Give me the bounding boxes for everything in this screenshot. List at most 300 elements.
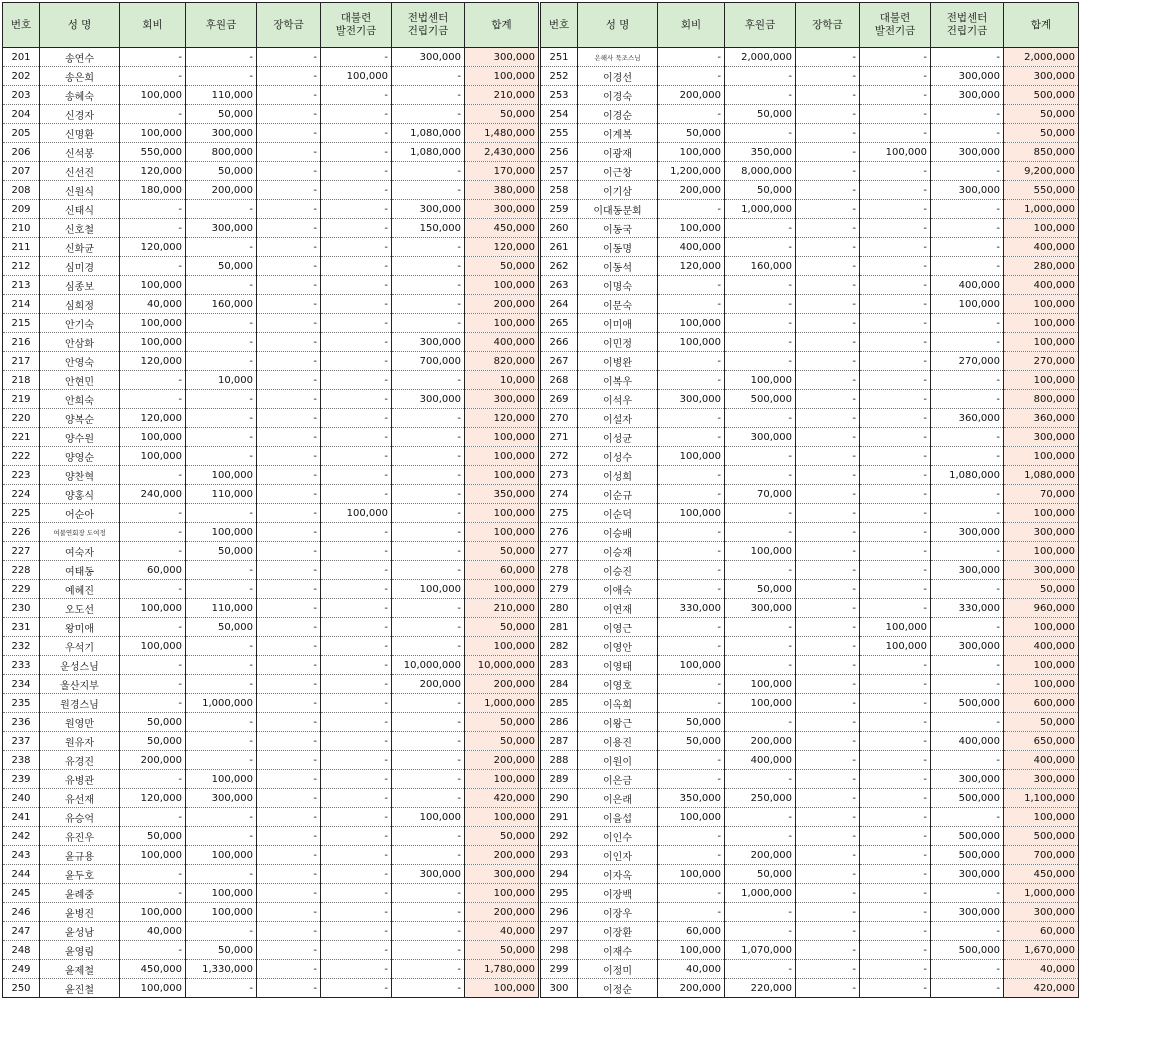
number-cell: 299: [540, 960, 578, 979]
center-building-fund-cell: -: [931, 808, 1004, 827]
development-fund-cell: -: [860, 846, 931, 865]
sponsorship-cell: -: [186, 200, 257, 219]
name-cell: 이미애: [578, 314, 658, 333]
header-sponsorship: 후원금: [725, 3, 796, 48]
name-cell: 여태동: [40, 561, 120, 580]
sponsorship-cell: -: [725, 314, 796, 333]
membership-fee-cell: 100,000: [120, 637, 186, 656]
total-cell: 500,000: [1004, 86, 1079, 105]
table-row: [3, 143, 1079, 162]
development-fund-cell: -: [321, 409, 392, 428]
center-building-fund-cell: -: [931, 238, 1004, 257]
total-cell: 1,780,000: [465, 960, 540, 979]
table-row: [3, 561, 1079, 580]
development-fund-cell: -: [321, 637, 392, 656]
total-cell: 650,000: [1004, 732, 1079, 751]
scholarship-cell: -: [796, 732, 860, 751]
sponsorship-cell: 100,000: [186, 903, 257, 922]
sponsorship-cell: -: [725, 219, 796, 238]
sponsorship-cell: -: [725, 295, 796, 314]
scholarship-cell: -: [257, 371, 321, 390]
membership-fee-cell: 40,000: [120, 922, 186, 941]
name-cell: 심미경: [40, 257, 120, 276]
center-building-fund-cell: -: [931, 371, 1004, 390]
sponsorship-cell: -: [186, 675, 257, 694]
table-row: [3, 295, 1079, 314]
membership-fee-cell: -: [658, 466, 725, 485]
total-cell: 380,000: [465, 181, 540, 200]
name-cell: 이승배: [578, 523, 658, 542]
development-fund-cell: -: [860, 371, 931, 390]
membership-fee-cell: 100,000: [658, 865, 725, 884]
membership-fee-cell: 100,000: [658, 656, 725, 675]
total-cell: 100,000: [465, 504, 540, 523]
table-row: [3, 219, 1079, 238]
development-fund-cell: -: [860, 409, 931, 428]
scholarship-cell: -: [257, 409, 321, 428]
center-building-fund-cell: -: [931, 504, 1004, 523]
center-building-fund-cell: 1,080,000: [392, 143, 465, 162]
sponsorship-cell: 1,000,000: [725, 200, 796, 219]
center-building-fund-cell: -: [392, 409, 465, 428]
header-development-fund: 대불련 발전기금: [860, 3, 931, 48]
number-cell: 268: [540, 371, 578, 390]
center-building-fund-cell: -: [931, 580, 1004, 599]
sponsorship-cell: 110,000: [186, 485, 257, 504]
total-cell: 1,080,000: [1004, 466, 1079, 485]
sponsorship-cell: 100,000: [186, 523, 257, 542]
name-cell: 신명환: [40, 124, 120, 143]
number-cell: 239: [3, 770, 40, 789]
membership-fee-cell: -: [120, 523, 186, 542]
number-cell: 234: [3, 675, 40, 694]
number-cell: 223: [3, 466, 40, 485]
sponsorship-cell: -: [186, 656, 257, 675]
development-fund-cell: -: [860, 219, 931, 238]
name-cell: 운성스님: [40, 656, 120, 675]
header-number: 번호: [3, 3, 40, 48]
number-cell: 269: [540, 390, 578, 409]
sponsorship-cell: 300,000: [186, 219, 257, 238]
scholarship-cell: -: [796, 390, 860, 409]
development-fund-cell: -: [321, 979, 392, 998]
name-cell: 원영만: [40, 713, 120, 732]
name-cell: 이자옥: [578, 865, 658, 884]
development-fund-cell: 100,000: [321, 504, 392, 523]
header-membership-fee: 회비: [658, 3, 725, 48]
sponsorship-cell: -: [725, 447, 796, 466]
development-fund-cell: -: [860, 390, 931, 409]
number-cell: 263: [540, 276, 578, 295]
development-fund-cell: -: [860, 295, 931, 314]
development-fund-cell: -: [321, 827, 392, 846]
sponsorship-cell: -: [186, 504, 257, 523]
number-cell: 253: [540, 86, 578, 105]
total-cell: 1,670,000: [1004, 941, 1079, 960]
membership-fee-cell: 1,200,000: [658, 162, 725, 181]
center-building-fund-cell: -: [931, 675, 1004, 694]
name-cell: 이장환: [578, 922, 658, 941]
number-cell: 203: [3, 86, 40, 105]
name-cell: 윤진철: [40, 979, 120, 998]
total-cell: 420,000: [1004, 979, 1079, 998]
total-cell: 120,000: [465, 238, 540, 257]
membership-fee-cell: 100,000: [120, 846, 186, 865]
scholarship-cell: -: [796, 580, 860, 599]
number-cell: 270: [540, 409, 578, 428]
name-cell: 이인수: [578, 827, 658, 846]
membership-fee-cell: 120,000: [120, 352, 186, 371]
number-cell: 215: [3, 314, 40, 333]
development-fund-cell: 100,000: [860, 637, 931, 656]
membership-fee-cell: 50,000: [120, 713, 186, 732]
development-fund-cell: -: [860, 485, 931, 504]
scholarship-cell: -: [796, 561, 860, 580]
name-cell: 신선진: [40, 162, 120, 181]
scholarship-cell: -: [796, 713, 860, 732]
scholarship-cell: -: [796, 770, 860, 789]
membership-fee-cell: 200,000: [658, 181, 725, 200]
development-fund-cell: -: [860, 447, 931, 466]
name-cell: 이순규: [578, 485, 658, 504]
name-cell: 양찬혁: [40, 466, 120, 485]
number-cell: 212: [3, 257, 40, 276]
membership-fee-cell: -: [658, 884, 725, 903]
development-fund-cell: -: [860, 542, 931, 561]
header-scholarship: 장학금: [796, 3, 860, 48]
total-cell: 100,000: [1004, 808, 1079, 827]
development-fund-cell: -: [860, 561, 931, 580]
development-fund-cell: -: [321, 200, 392, 219]
table-row: [3, 314, 1079, 333]
membership-fee-cell: 120,000: [120, 409, 186, 428]
center-building-fund-cell: -: [392, 789, 465, 808]
name-cell: 유병관: [40, 770, 120, 789]
center-building-fund-cell: -: [392, 884, 465, 903]
sponsorship-cell: 50,000: [186, 941, 257, 960]
sponsorship-cell: 220,000: [725, 979, 796, 998]
name-cell: 어순아: [40, 504, 120, 523]
membership-fee-cell: 100,000: [658, 143, 725, 162]
sponsorship-cell: -: [725, 466, 796, 485]
total-cell: 100,000: [1004, 295, 1079, 314]
table-row: [3, 409, 1079, 428]
total-cell: 70,000: [1004, 485, 1079, 504]
number-cell: 238: [3, 751, 40, 770]
scholarship-cell: -: [257, 428, 321, 447]
name-cell: 이승재: [578, 542, 658, 561]
name-cell: 이장백: [578, 884, 658, 903]
number-cell: 259: [540, 200, 578, 219]
sponsorship-cell: -: [186, 428, 257, 447]
membership-fee-cell: 40,000: [658, 960, 725, 979]
sponsorship-cell: 2,000,000: [725, 48, 796, 67]
total-cell: 400,000: [1004, 238, 1079, 257]
scholarship-cell: -: [796, 143, 860, 162]
total-cell: 450,000: [1004, 865, 1079, 884]
membership-fee-cell: 100,000: [120, 599, 186, 618]
center-building-fund-cell: 1,080,000: [931, 466, 1004, 485]
development-fund-cell: -: [860, 333, 931, 352]
table-row: [3, 105, 1079, 124]
center-building-fund-cell: -: [392, 941, 465, 960]
sponsorship-cell: -: [186, 808, 257, 827]
scholarship-cell: -: [796, 371, 860, 390]
number-cell: 228: [3, 561, 40, 580]
membership-fee-cell: -: [120, 67, 186, 86]
name-cell: 이왕근: [578, 713, 658, 732]
number-cell: 290: [540, 789, 578, 808]
sponsorship-cell: 160,000: [725, 257, 796, 276]
name-cell: 이성균: [578, 428, 658, 447]
sponsorship-cell: -: [725, 409, 796, 428]
total-cell: 60,000: [465, 561, 540, 580]
total-cell: 300,000: [1004, 523, 1079, 542]
name-cell: 이애숙: [578, 580, 658, 599]
name-cell: 원경스님: [40, 694, 120, 713]
center-building-fund-cell: -: [931, 713, 1004, 732]
scholarship-cell: -: [796, 523, 860, 542]
sponsorship-cell: -: [725, 770, 796, 789]
total-cell: 50,000: [465, 257, 540, 276]
number-cell: 283: [540, 656, 578, 675]
name-cell: 양홍식: [40, 485, 120, 504]
table-row: [3, 732, 1079, 751]
development-fund-cell: -: [321, 694, 392, 713]
name-cell: 이영근: [578, 618, 658, 637]
scholarship-cell: -: [257, 466, 321, 485]
center-building-fund-cell: 500,000: [931, 846, 1004, 865]
total-cell: 210,000: [465, 599, 540, 618]
sponsorship-cell: 300,000: [186, 124, 257, 143]
center-building-fund-cell: -: [392, 105, 465, 124]
sponsorship-cell: 50,000: [186, 542, 257, 561]
development-fund-cell: -: [860, 732, 931, 751]
total-cell: 100,000: [465, 580, 540, 599]
development-fund-cell: -: [321, 485, 392, 504]
total-cell: 100,000: [1004, 371, 1079, 390]
total-cell: 550,000: [1004, 181, 1079, 200]
scholarship-cell: -: [257, 770, 321, 789]
scholarship-cell: -: [257, 846, 321, 865]
number-cell: 266: [540, 333, 578, 352]
sponsorship-cell: -: [725, 523, 796, 542]
name-cell: 신화균: [40, 238, 120, 257]
development-fund-cell: -: [321, 903, 392, 922]
development-fund-cell: -: [321, 789, 392, 808]
membership-fee-cell: 100,000: [120, 447, 186, 466]
number-cell: 296: [540, 903, 578, 922]
total-cell: 500,000: [1004, 827, 1079, 846]
membership-fee-cell: 100,000: [120, 979, 186, 998]
total-cell: 100,000: [1004, 618, 1079, 637]
center-building-fund-cell: -: [392, 67, 465, 86]
membership-fee-cell: 100,000: [120, 86, 186, 105]
membership-fee-cell: -: [658, 295, 725, 314]
name-cell: 이원이: [578, 751, 658, 770]
membership-fee-cell: -: [658, 276, 725, 295]
center-building-fund-cell: 400,000: [931, 732, 1004, 751]
scholarship-cell: -: [796, 637, 860, 656]
membership-fee-cell: 120,000: [120, 789, 186, 808]
scholarship-cell: -: [257, 865, 321, 884]
center-building-fund-cell: -: [392, 561, 465, 580]
center-building-fund-cell: 270,000: [931, 352, 1004, 371]
center-building-fund-cell: -: [931, 257, 1004, 276]
table-row: [3, 257, 1079, 276]
total-cell: 700,000: [1004, 846, 1079, 865]
scholarship-cell: -: [257, 352, 321, 371]
number-cell: 251: [540, 48, 578, 67]
table-row: [3, 846, 1079, 865]
scholarship-cell: -: [796, 504, 860, 523]
name-cell: 이영안: [578, 637, 658, 656]
name-cell: 이장우: [578, 903, 658, 922]
total-cell: 2,430,000: [465, 143, 540, 162]
number-cell: 254: [540, 105, 578, 124]
membership-fee-cell: -: [658, 523, 725, 542]
table-row: [3, 200, 1079, 219]
center-building-fund-cell: -: [392, 713, 465, 732]
total-cell: 10,000,000: [465, 656, 540, 675]
center-building-fund-cell: -: [931, 447, 1004, 466]
membership-fee-cell: -: [658, 827, 725, 846]
scholarship-cell: -: [796, 599, 860, 618]
name-cell: 이을섭: [578, 808, 658, 827]
table-header: [3, 3, 1079, 48]
sponsorship-cell: -: [725, 922, 796, 941]
name-cell: 이병완: [578, 352, 658, 371]
membership-fee-cell: -: [120, 466, 186, 485]
scholarship-cell: -: [796, 542, 860, 561]
scholarship-cell: -: [796, 789, 860, 808]
number-cell: 279: [540, 580, 578, 599]
membership-fee-cell: -: [658, 637, 725, 656]
name-cell: 이복우: [578, 371, 658, 390]
center-building-fund-cell: -: [931, 656, 1004, 675]
name-cell: 송연수: [40, 48, 120, 67]
development-fund-cell: -: [321, 333, 392, 352]
number-cell: 295: [540, 884, 578, 903]
development-fund-cell: -: [321, 808, 392, 827]
development-fund-cell: -: [860, 751, 931, 770]
development-fund-cell: -: [860, 580, 931, 599]
number-cell: 240: [3, 789, 40, 808]
scholarship-cell: -: [796, 48, 860, 67]
header-sponsorship: 후원금: [186, 3, 257, 48]
name-cell: 송혜숙: [40, 86, 120, 105]
membership-fee-cell: 50,000: [658, 713, 725, 732]
number-cell: 226: [3, 523, 40, 542]
total-cell: 50,000: [1004, 580, 1079, 599]
sponsorship-cell: 50,000: [725, 865, 796, 884]
name-cell: 이연재: [578, 599, 658, 618]
total-cell: 300,000: [1004, 67, 1079, 86]
name-cell: 이은래: [578, 789, 658, 808]
center-building-fund-cell: -: [931, 542, 1004, 561]
membership-fee-cell: -: [120, 770, 186, 789]
development-fund-cell: -: [321, 675, 392, 694]
total-cell: 1,100,000: [1004, 789, 1079, 808]
membership-fee-cell: -: [120, 941, 186, 960]
table-row: [3, 48, 1079, 67]
table-row: [3, 67, 1079, 86]
total-cell: 100,000: [465, 466, 540, 485]
center-building-fund-cell: 700,000: [392, 352, 465, 371]
number-cell: 213: [3, 276, 40, 295]
total-cell: 420,000: [465, 789, 540, 808]
total-cell: 1,000,000: [1004, 200, 1079, 219]
sponsorship-cell: -: [725, 86, 796, 105]
number-cell: 278: [540, 561, 578, 580]
membership-fee-cell: -: [120, 808, 186, 827]
membership-fee-cell: -: [658, 694, 725, 713]
membership-fee-cell: 100,000: [120, 333, 186, 352]
number-cell: 280: [540, 599, 578, 618]
scholarship-cell: -: [796, 694, 860, 713]
membership-fee-cell: -: [120, 694, 186, 713]
sponsorship-cell: -: [186, 447, 257, 466]
center-building-fund-cell: -: [931, 979, 1004, 998]
sponsorship-cell: 100,000: [725, 694, 796, 713]
membership-fee-cell: 450,000: [120, 960, 186, 979]
number-cell: 294: [540, 865, 578, 884]
total-cell: 400,000: [1004, 751, 1079, 770]
scholarship-cell: -: [257, 732, 321, 751]
membership-fee-cell: -: [120, 542, 186, 561]
name-cell: 윤두호: [40, 865, 120, 884]
membership-fee-cell: 100,000: [120, 124, 186, 143]
total-cell: 300,000: [1004, 428, 1079, 447]
number-cell: 260: [540, 219, 578, 238]
table-row: [3, 162, 1079, 181]
development-fund-cell: -: [860, 523, 931, 542]
table-row: [3, 979, 1079, 998]
development-fund-cell: -: [860, 827, 931, 846]
scholarship-cell: -: [257, 523, 321, 542]
development-fund-cell: -: [860, 276, 931, 295]
center-building-fund-cell: -: [931, 751, 1004, 770]
sponsorship-cell: 100,000: [186, 884, 257, 903]
membership-fee-cell: -: [658, 428, 725, 447]
center-building-fund-cell: 200,000: [392, 675, 465, 694]
name-cell: 신경자: [40, 105, 120, 124]
development-fund-cell: -: [860, 789, 931, 808]
total-cell: 100,000: [465, 67, 540, 86]
number-cell: 227: [3, 542, 40, 561]
number-cell: 291: [540, 808, 578, 827]
number-cell: 219: [3, 390, 40, 409]
number-cell: 231: [3, 618, 40, 637]
name-cell: 이명숙: [578, 276, 658, 295]
number-cell: 218: [3, 371, 40, 390]
total-cell: 50,000: [465, 542, 540, 561]
name-cell: 유진우: [40, 827, 120, 846]
scholarship-cell: -: [257, 86, 321, 105]
center-building-fund-cell: -: [392, 371, 465, 390]
number-cell: 248: [3, 941, 40, 960]
development-fund-cell: -: [321, 48, 392, 67]
scholarship-cell: -: [257, 713, 321, 732]
membership-fee-cell: -: [120, 371, 186, 390]
scholarship-cell: -: [796, 941, 860, 960]
membership-fee-cell: 100,000: [658, 219, 725, 238]
number-cell: 250: [3, 979, 40, 998]
scholarship-cell: -: [796, 447, 860, 466]
name-cell: 유승억: [40, 808, 120, 827]
name-cell: 은해사 묵조스님: [578, 48, 658, 67]
center-building-fund-cell: -: [931, 333, 1004, 352]
